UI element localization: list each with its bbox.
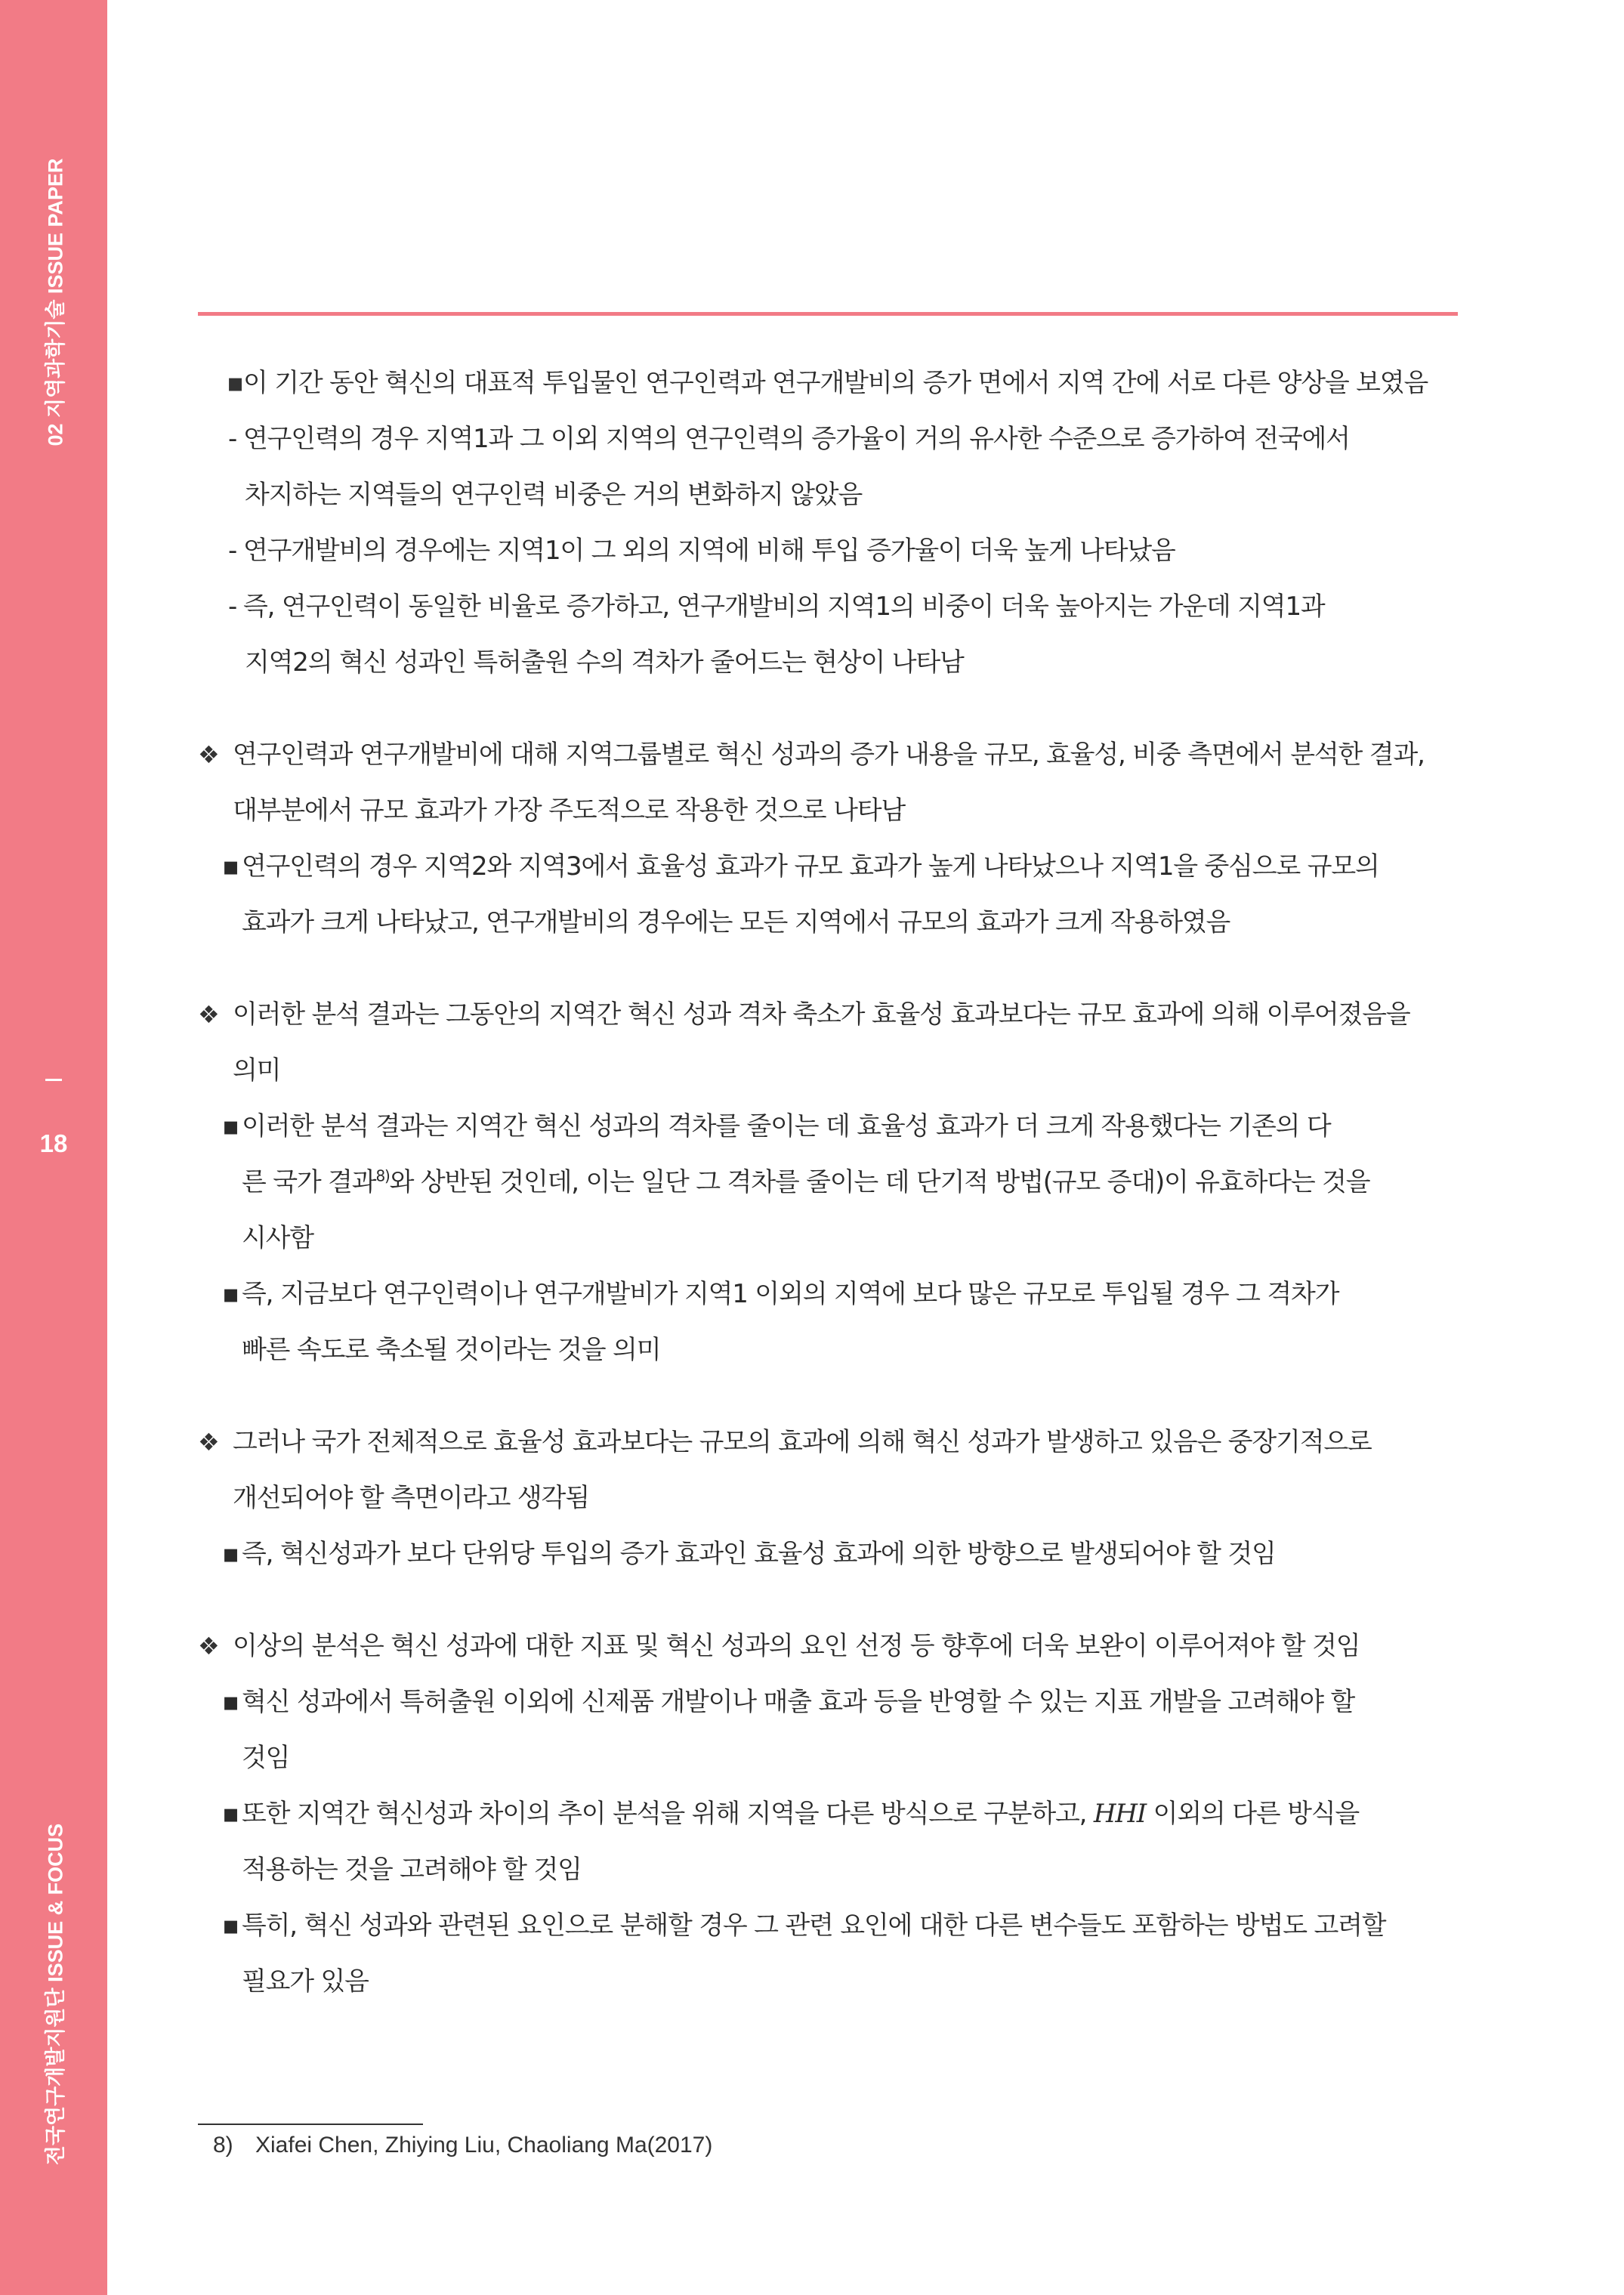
text: 혁신 성과에서 특허출원 이외에 신제품 개발이나 매출 효과 등을 반영할 수 있는 지표 개발을 고려해야 할 bbox=[242, 1687, 1355, 1717]
text: 연구인력의 경우 지역1과 그 이외 지역의 연구인력의 증가율이 거의 유사한 수준으로 증가하여 전국에서 bbox=[243, 424, 1350, 454]
text: 개선되어야 할 측면이라고 생각됨 bbox=[233, 1483, 589, 1513]
text: 이외의 다른 방식을 bbox=[1153, 1799, 1360, 1829]
text: 의미 bbox=[233, 1055, 281, 1086]
dash-item-cont bbox=[198, 467, 1458, 523]
sidebar-bottom-label: 전국연구개발지원단 ISSUE & FOCUS bbox=[44, 1823, 67, 2166]
section-item bbox=[198, 1414, 1458, 1470]
page-number: 18 bbox=[39, 1129, 68, 1157]
text: 효과가 크게 나타났고, 연구개발비의 경우에는 모든 지역에서 규모의 효과가 크게 작용하였음 bbox=[242, 907, 1230, 937]
bullet-item bbox=[198, 1098, 1458, 1154]
footnote bbox=[213, 2133, 712, 2158]
text: 빠른 속도로 축소될 것이라는 것을 의미 bbox=[242, 1335, 661, 1365]
text: 특히, 혁신 성과와 관련된 요인으로 분해할 경우 그 관련 요인에 대한 다른 변수들도 포함하는 방법도 고려할 bbox=[242, 1910, 1386, 1941]
text: 른 국가 결과 bbox=[242, 1167, 376, 1197]
text: 것임 bbox=[242, 1743, 290, 1773]
diamond-cluster-icon: ❖ bbox=[198, 1632, 219, 1660]
bullet-item bbox=[198, 355, 1458, 411]
body-content bbox=[198, 355, 1458, 2009]
dash-item-cont bbox=[198, 635, 1458, 690]
footnote-text: Xiafei Chen, Zhiying Liu, Chaoliang Ma(2017) bbox=[255, 2133, 713, 2158]
text: 대부분에서 규모 효과가 가장 주도적으로 작용한 것으로 나타남 bbox=[233, 795, 905, 826]
bullet-item-cont bbox=[198, 1842, 1458, 1898]
diamond-cluster-icon: ❖ bbox=[198, 1428, 219, 1456]
section-item bbox=[198, 1618, 1458, 1674]
text: 이러한 분석 결과는 그동안의 지역간 혁신 성과 격차 축소가 효율성 효과보다는 규모 효과에 의해 이루어졌음을 bbox=[233, 999, 1410, 1030]
text: 이러한 분석 결과는 지역간 혁신 성과의 격차를 줄이는 데 효율성 효과가 더 크게 작용했다는 기존의 다 bbox=[242, 1111, 1331, 1141]
text: 지역2의 혁신 성과인 특허출원 수의 격차가 줄어드는 현상이 나타남 bbox=[245, 647, 964, 678]
text: 또한 지역간 혁신성과 차이의 추이 분석을 위해 지역을 다른 방식으로 구분하고, bbox=[242, 1799, 1087, 1829]
footnote-number: 8) bbox=[213, 2133, 233, 2158]
bullet-item bbox=[198, 1266, 1458, 1322]
page-number-tick bbox=[45, 1079, 62, 1081]
bullet-item bbox=[198, 1674, 1458, 1730]
sidebar-top-label: 02 지역과학기술 ISSUE PAPER bbox=[44, 158, 67, 446]
bullet-item-cont bbox=[198, 1210, 1458, 1266]
bullet-item-cont bbox=[198, 1730, 1458, 1786]
text: 와 상반된 것인데, 이는 일단 그 격차를 줄이는 데 단기적 방법(규모 증대)이 유효하다는 것을 bbox=[389, 1167, 1370, 1197]
math-term: HHI bbox=[1093, 1799, 1147, 1829]
text: 이상의 분석은 혁신 성과에 대한 지표 및 혁신 성과의 요인 선정 등 향후에 더욱 보완이 이루어져야 할 것임 bbox=[233, 1631, 1360, 1661]
bullet-item bbox=[198, 1526, 1458, 1582]
section-item bbox=[198, 987, 1458, 1042]
text: 연구인력의 경우 지역2와 지역3에서 효율성 효과가 규모 효과가 높게 나타났으나 지역1을 중심으로 규모의 bbox=[242, 851, 1379, 882]
bullet-item bbox=[198, 1786, 1458, 1842]
section-item-cont bbox=[198, 1042, 1458, 1098]
text: 이 기간 동안 혁신의 대표적 투입물인 연구인력과 연구개발비의 증가 면에서 지역 간에 서로 다른 양상을 보였음 bbox=[243, 368, 1428, 398]
diamond-cluster-icon: ❖ bbox=[198, 1000, 219, 1029]
bullet-item-cont bbox=[198, 1322, 1458, 1378]
text: 차지하는 지역들의 연구인력 비중은 거의 변화하지 않았음 bbox=[245, 480, 863, 510]
section-item-cont bbox=[198, 1470, 1458, 1526]
text: 즉, 연구인력이 동일한 비율로 증가하고, 연구개발비의 지역1의 비중이 더욱 높아지는 가운데 지역1과 bbox=[243, 592, 1325, 622]
dash-item: - 연구개발비의 경우에는 지역1이 그 외의 지역에 비해 투입 증가율이 더욱 높게 나타났음 bbox=[228, 536, 1175, 566]
text: 연구개발비의 경우에는 지역1이 그 외의 지역에 비해 투입 증가율이 더욱 높게 나타났음 bbox=[243, 536, 1175, 566]
text: 적용하는 것을 고려해야 할 것임 bbox=[242, 1855, 582, 1885]
text: 필요가 있음 bbox=[242, 1966, 369, 1997]
section-item bbox=[198, 727, 1458, 783]
bullet-item bbox=[198, 1898, 1458, 1954]
bullet-item-cont bbox=[198, 894, 1458, 950]
footnote-ref: 8) bbox=[375, 1166, 390, 1185]
text: 즉, 지금보다 연구인력이나 연구개발비가 지역1 이외의 지역에 보다 많은 규모로 투입될 경우 그 격차가 bbox=[242, 1279, 1339, 1309]
text: 즉, 혁신성과가 보다 단위당 투입의 증가 효과인 효율성 효과에 의한 방향으로 발생되어야 할 것임 bbox=[242, 1539, 1276, 1569]
text: 연구인력과 연구개발비에 대해 지역그룹별로 혁신 성과의 증가 내용을 규모, 효율성, 비중 측면에서 분석한 결과, bbox=[233, 740, 1425, 770]
dash-item: - 즉, 연구인력이 동일한 비율로 증가하고, 연구개발비의 지역1의 비중이 더욱 높아지는 가운데 지역1과 bbox=[228, 592, 1325, 622]
footnote-rule bbox=[198, 2124, 423, 2125]
section-item-cont bbox=[198, 783, 1458, 839]
dash-item: - 연구인력의 경우 지역1과 그 이외 지역의 연구인력의 증가율이 거의 유사한 수준으로 증가하여 전국에서 bbox=[228, 424, 1350, 454]
bullet-item bbox=[198, 839, 1458, 894]
header-rule bbox=[198, 312, 1458, 316]
diamond-cluster-icon: ❖ bbox=[198, 740, 219, 769]
bullet-item-cont bbox=[198, 1154, 1458, 1210]
bullet-item-cont bbox=[198, 1954, 1458, 2009]
text: 그러나 국가 전체적으로 효율성 효과보다는 규모의 효과에 의해 혁신 성과가 발생하고 있음은 중장기적으로 bbox=[233, 1427, 1372, 1457]
text: 시사함 bbox=[242, 1223, 313, 1253]
